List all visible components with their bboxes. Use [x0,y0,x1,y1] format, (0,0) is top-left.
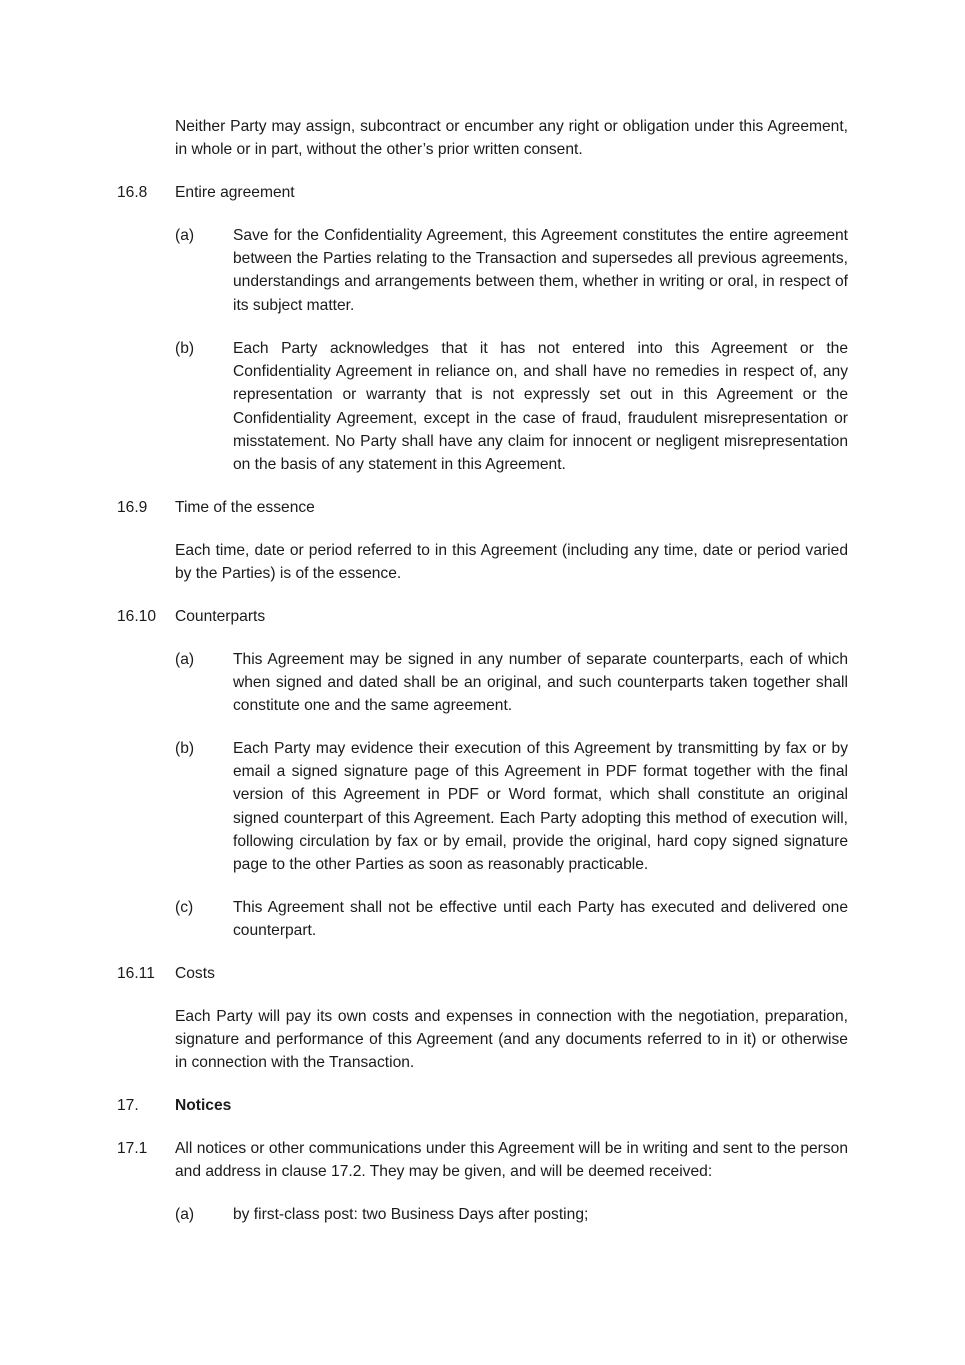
subclause-text-16-10-b: Each Party may evidence their execution of this Agreement by transmitting by fax or by email a signed signature page of this Agreement in PDF format together with the final version of this Agreement in PDF or Word format, which shall constitute an original signed counterpart of this Agreement. Each Party adopting this method of execution will, following circulation by fax or by email, provide the original, hard copy signed signature page to the other Parties as soon as reasonably practicable. [233,740,848,874]
clause-text-16-9: Each time, date or period referred to in this Agreement (including any time, date or period varied by the Parties) is of the essence. [175,542,848,583]
clause-number-16-10: 16.10 [117,608,157,625]
clause-number-17: 17. [117,1097,139,1114]
subclause-label-16-10-b: (b) [175,740,195,757]
clause-heading-counterparts: Counterparts [175,608,266,625]
subclause-text-16-8-b: Each Party acknowledges that it has not entered into this Agreement or the Confidentiality Agreement in reliance on, and shall have no remedies in respect of, any representation or warranty that is not expressly set out in this Agreement or the Confidentiality Agreement, except in the case of fraud, fraudulent misrepresentation or misstatement. No Party shall have any claim for innocent or negligent misrepresentation on the basis of any statement in this Agreement. [233,340,848,474]
subclause-text-16-10-a: This Agreement may be signed in any number of separate counterparts, each of which when signed and dated shall be an original, and such counterparts taken together shall constitute one and the same agreement. [233,651,848,715]
clause-heading-entire-agreement: Entire agreement [175,184,295,201]
subclause-label-17-1-a: (a) [175,1206,195,1223]
clause-text-16-11: Each Party will pay its own costs and expenses in connection with the negotiation, preparation, signature and performance of this Agreement (and any documents referred to in it) or otherwise in connection with the Transaction. [175,1008,848,1072]
subclause-text-16-8-a: Save for the Confidentiality Agreement, this Agreement constitutes the entire agreement between the Parties relating to the Transaction and supersedes all previous agreements, understandings and arrangements between them, whether in writing or oral, in respect of its subject matter. [233,227,848,314]
subclause-label-16-10-a: (a) [175,651,195,668]
clause-number-17-1: 17.1 [117,1140,148,1157]
clause-heading-costs: Costs [175,965,215,982]
subclause-label-16-8-a: (a) [175,227,195,244]
subclause-label-16-10-c: (c) [175,899,194,916]
clause-text-17-1: All notices or other communications under this Agreement will be in writing and sent to the person and address in clause 17.2. They may be given, and will be deemed received: [175,1140,848,1181]
clause-heading-notices: Notices [175,1097,232,1114]
clause-heading-time-of-the-essence: Time of the essence [175,499,315,516]
subclause-text-17-1-a: by first-class post: two Business Days after posting; [233,1206,589,1223]
clause-number-16-9: 16.9 [117,499,148,516]
clause-number-16-11: 16.11 [117,965,155,982]
subclause-label-16-8-b: (b) [175,340,195,357]
clause-number-16-8: 16.8 [117,184,148,201]
intro-paragraph: Neither Party may assign, subcontract or encumber any right or obligation under this Agreement, in whole or in part, without the other’s prior written consent. [175,118,848,159]
subclause-text-16-10-c: This Agreement shall not be effective until each Party has executed and delivered one counterpart. [233,899,848,940]
